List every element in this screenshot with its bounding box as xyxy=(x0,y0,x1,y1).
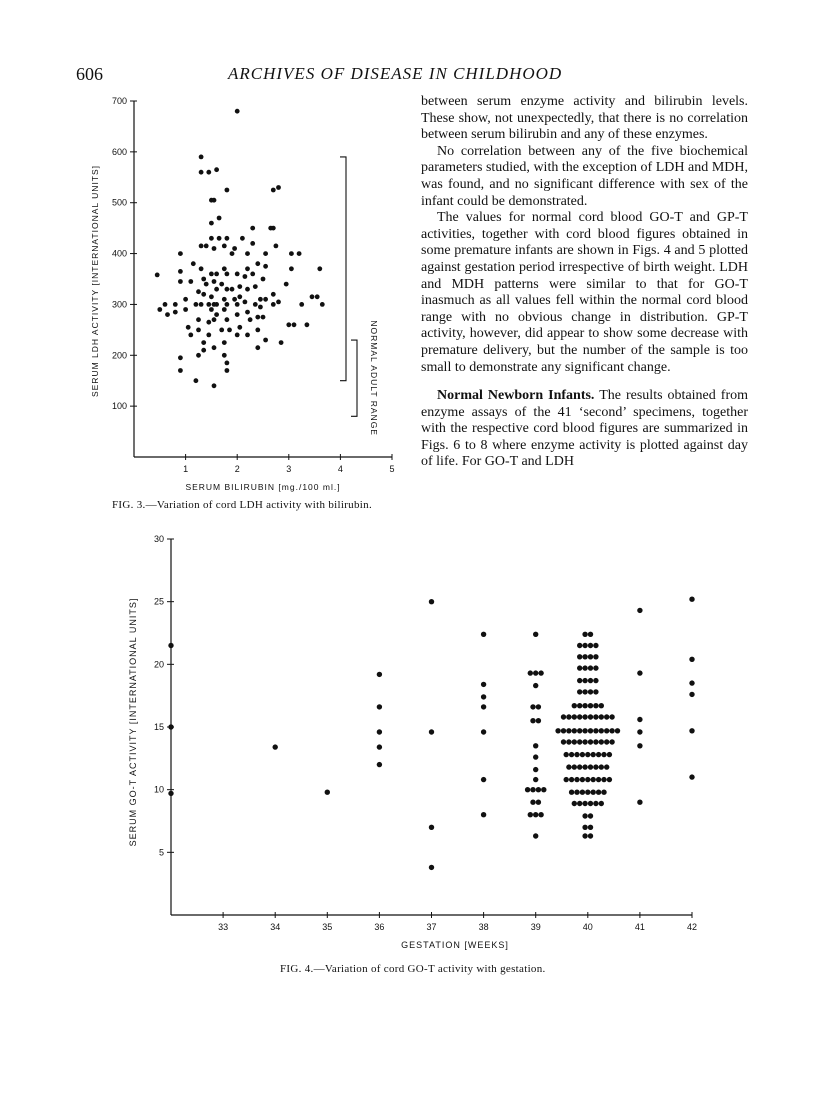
fig4-data-point xyxy=(582,632,587,637)
fig4-y-tick-label: 15 xyxy=(153,722,164,732)
fig4-data-point xyxy=(538,812,543,817)
fig4-data-point xyxy=(168,724,173,729)
fig4-data-point xyxy=(601,777,606,782)
fig4-caption: FIG. 4.—Variation of cord GO-T activity with gestation. xyxy=(280,963,546,975)
fig4-data-point xyxy=(689,774,694,779)
fig4-data-point xyxy=(566,739,571,744)
fig4-data-point xyxy=(599,764,604,769)
fig4-x-tick-label: 34 xyxy=(270,922,281,932)
fig4-data-point xyxy=(572,714,577,719)
fig4-data-point xyxy=(596,752,601,757)
fig4-data-point xyxy=(582,833,587,838)
fig4-data-point xyxy=(574,752,579,757)
fig4-data-point xyxy=(273,744,278,749)
fig4-data-point xyxy=(604,728,609,733)
fig4-data-point xyxy=(481,812,486,817)
fig3-y-tick-label: 200 xyxy=(111,350,127,361)
fig4-data-point xyxy=(609,739,614,744)
fig3-x-tick-label: 5 xyxy=(389,464,395,474)
fig4-data-point xyxy=(572,764,577,769)
fig4-data-point xyxy=(377,762,382,767)
fig4-data-point xyxy=(593,678,598,683)
fig4-x-tick-label: 36 xyxy=(374,922,385,932)
fig3-y-tick-label: 400 xyxy=(111,248,127,259)
fig3-x-tick-label: 4 xyxy=(337,464,343,474)
fig4-data-point xyxy=(481,632,486,637)
fig4-data-point xyxy=(689,692,694,697)
paragraph-text: The results obtained from enzyme assays of the 41 ‘second’ specimens, together with the respective cord blood figures are summarized in Figs. 6 to 8 where enzyme activity is plotted against day of life. For GO-T and LDH xyxy=(421,388,748,470)
fig4-data-point xyxy=(564,752,569,757)
section-heading: Normal Newborn Infants. xyxy=(437,388,595,404)
fig4-y-tick-label: 10 xyxy=(153,784,164,795)
fig4-data-point xyxy=(637,608,642,613)
fig4-x-tick-label: 35 xyxy=(322,922,333,932)
fig3-y-tick-label: 700 xyxy=(111,96,127,106)
fig4-data-point xyxy=(481,694,486,699)
fig3-range-annotation: NORMAL ADULT RANGE xyxy=(369,320,379,436)
fig4-data-point xyxy=(577,665,582,670)
fig4-data-point xyxy=(689,657,694,662)
fig4-x-tick-label: 41 xyxy=(634,922,645,932)
fig4-data-point xyxy=(577,703,582,708)
fig4-data-point xyxy=(588,801,593,806)
fig4-data-point xyxy=(593,739,598,744)
fig4-data-point xyxy=(585,752,590,757)
fig4-data-point xyxy=(588,739,593,744)
fig4-data-point xyxy=(533,777,538,782)
fig4-data-point xyxy=(577,764,582,769)
fig4-data-point xyxy=(582,643,587,648)
fig4-data-point xyxy=(593,643,598,648)
fig4-data-point xyxy=(604,764,609,769)
fig4-data-point xyxy=(588,678,593,683)
fig4-data-point xyxy=(569,752,574,757)
paragraph: between serum enzyme activity and bilirubin levels. These show, not unexpectedly, that there is no correlation between serum bilirubin and any of these enzymes. xyxy=(421,94,748,143)
fig4-data-point xyxy=(588,632,593,637)
fig4-data-point xyxy=(588,714,593,719)
fig4-y-tick-label: 25 xyxy=(153,596,164,607)
fig4-data-point xyxy=(591,777,596,782)
fig3-y-axis-label: SERUM LDH ACTIVITY [INTERNATIONAL UNITS] xyxy=(90,164,100,398)
fig4-data-point xyxy=(591,752,596,757)
fig4-data-point xyxy=(588,689,593,694)
fig3-y-tick-label: 600 xyxy=(111,146,127,157)
fig4-data-point xyxy=(588,665,593,670)
fig4-data-point xyxy=(577,714,582,719)
fig4-data-point xyxy=(582,689,587,694)
fig3-y-tick-label: 500 xyxy=(111,197,127,208)
fig4-data-point xyxy=(604,739,609,744)
fig4-data-point xyxy=(637,729,642,734)
fig4-data-point xyxy=(588,728,593,733)
fig4-data-point xyxy=(533,683,538,688)
fig4-data-point xyxy=(538,670,543,675)
fig4-data-point xyxy=(593,714,598,719)
fig4-data-point xyxy=(377,704,382,709)
fig4-data-point xyxy=(599,728,604,733)
fig4-data-point xyxy=(429,865,434,870)
fig4-data-point xyxy=(429,599,434,604)
fig4-data-point xyxy=(429,729,434,734)
fig4-data-point xyxy=(596,790,601,795)
fig4-x-tick-label: 33 xyxy=(218,922,229,932)
fig4-data-point xyxy=(599,714,604,719)
fig4-data-point xyxy=(593,665,598,670)
fig4-data-point xyxy=(530,800,535,805)
fig4-data-point xyxy=(530,718,535,723)
fig4-data-point xyxy=(569,790,574,795)
fig4-data-point xyxy=(481,729,486,734)
fig4-data-point xyxy=(569,777,574,782)
fig4-data-point xyxy=(533,754,538,759)
fig4-data-point xyxy=(599,739,604,744)
fig4-x-tick-label: 39 xyxy=(530,922,541,932)
fig4-data-point xyxy=(533,812,538,817)
fig4-data-point xyxy=(607,752,612,757)
fig4-data-point xyxy=(604,714,609,719)
fig3-x-tick-label: 3 xyxy=(286,464,292,474)
fig4-data-point xyxy=(588,833,593,838)
fig4-data-point xyxy=(533,743,538,748)
fig4-data-point xyxy=(637,743,642,748)
fig3-y-tick-label: 300 xyxy=(111,299,127,310)
fig3-x-axis-label: SERUM BILIRUBIN [mg./100 ml.] xyxy=(185,482,341,492)
fig4-data-point xyxy=(377,744,382,749)
fig4-data-point xyxy=(577,728,582,733)
fig4-data-point xyxy=(609,728,614,733)
fig4-data-point xyxy=(582,825,587,830)
fig4-data-point xyxy=(541,787,546,792)
fig4-data-point xyxy=(591,790,596,795)
fig4-data-point xyxy=(536,718,541,723)
fig4-data-point xyxy=(577,654,582,659)
fig4-data-point xyxy=(377,729,382,734)
fig4-data-point xyxy=(577,643,582,648)
fig4-data-point xyxy=(593,689,598,694)
fig4-data-point xyxy=(588,703,593,708)
fig4-data-point xyxy=(593,801,598,806)
fig3-x-tick-label: 1 xyxy=(183,464,189,474)
fig4-data-point xyxy=(588,813,593,818)
fig4-data-point xyxy=(528,670,533,675)
fig4-data-point xyxy=(601,752,606,757)
fig4-data-point xyxy=(607,777,612,782)
fig4-data-point xyxy=(593,764,598,769)
fig4-data-point xyxy=(561,728,566,733)
fig4-data-point xyxy=(564,777,569,782)
fig4-data-point xyxy=(689,597,694,602)
fig4-y-tick-label: 20 xyxy=(153,659,164,670)
fig4-data-point xyxy=(533,632,538,637)
fig4-data-point xyxy=(533,767,538,772)
fig4-data-point xyxy=(574,777,579,782)
fig4-data-point xyxy=(577,689,582,694)
fig4-data-point xyxy=(536,704,541,709)
fig4-data-point xyxy=(533,833,538,838)
fig4-x-tick-label: 42 xyxy=(686,922,698,932)
fig4-data-point xyxy=(528,812,533,817)
fig4-data-point xyxy=(525,787,530,792)
fig4-data-point xyxy=(429,825,434,830)
fig4-data-point xyxy=(582,665,587,670)
fig4-data-point xyxy=(585,777,590,782)
fig4-data-point xyxy=(582,728,587,733)
fig4-data-point xyxy=(561,714,566,719)
fig4-data-point xyxy=(530,787,535,792)
fig4-data-point xyxy=(580,752,585,757)
fig4-data-point xyxy=(596,777,601,782)
fig4-data-point xyxy=(582,801,587,806)
fig4-data-point xyxy=(325,790,330,795)
fig4-data-point xyxy=(599,703,604,708)
fig4-data-point xyxy=(574,790,579,795)
fig4-data-point xyxy=(582,703,587,708)
fig4-data-point xyxy=(561,739,566,744)
fig4-data-point xyxy=(566,764,571,769)
fig4-data-point xyxy=(689,728,694,733)
fig4-data-point xyxy=(168,791,173,796)
fig4-data-point xyxy=(481,682,486,687)
fig4-data-point xyxy=(577,678,582,683)
fig4-data-point xyxy=(572,801,577,806)
fig4-data-point xyxy=(533,670,538,675)
fig4-y-axis-label: SERUM GO-T ACTIVITY [INTERNATIONAL UNITS] xyxy=(128,597,138,847)
fig4-x-tick-label: 38 xyxy=(478,922,489,932)
fig4-data-point xyxy=(530,704,535,709)
fig4-data-point xyxy=(637,800,642,805)
fig4-data-point xyxy=(377,672,382,677)
journal-title: ARCHIVES OF DISEASE IN CHILDHOOD xyxy=(228,64,563,83)
fig4-data-point xyxy=(609,714,614,719)
fig4-y-tick-label: 5 xyxy=(158,847,164,858)
fig4-data-point xyxy=(588,825,593,830)
fig4-data-point xyxy=(637,670,642,675)
fig4-data-point xyxy=(582,654,587,659)
fig4-data-point xyxy=(580,777,585,782)
fig4-data-point xyxy=(593,703,598,708)
fig4-y-tick-label: 30 xyxy=(153,534,164,544)
fig4-data-point xyxy=(572,703,577,708)
fig4-data-point xyxy=(593,728,598,733)
fig4-data-point xyxy=(577,801,582,806)
fig3-y-tick-label: 100 xyxy=(111,401,127,412)
fig3-caption: FIG. 3.—Variation of cord LDH activity with bilirubin. xyxy=(112,499,372,511)
fig4-data-point xyxy=(637,717,642,722)
fig4-data-point xyxy=(582,714,587,719)
fig4-data-point xyxy=(555,728,560,733)
fig4-data-point xyxy=(566,728,571,733)
fig4-data-point xyxy=(588,643,593,648)
fig4-data-point xyxy=(572,739,577,744)
fig3-x-tick-label: 2 xyxy=(234,464,240,474)
fig4-data-point xyxy=(582,764,587,769)
page-number: 606 xyxy=(76,64,103,84)
fig4-data-point xyxy=(615,728,620,733)
fig4-data-point xyxy=(536,787,541,792)
fig4-data-point xyxy=(572,728,577,733)
fig4-data-point xyxy=(601,790,606,795)
fig4-data-point xyxy=(481,704,486,709)
fig4-data-point xyxy=(585,790,590,795)
fig4-data-point xyxy=(168,643,173,648)
fig4-data-point xyxy=(582,739,587,744)
fig4-data-point xyxy=(593,654,598,659)
fig4-data-point xyxy=(582,678,587,683)
fig4-data-point xyxy=(689,680,694,685)
fig4-data-point xyxy=(582,813,587,818)
fig4-data-point xyxy=(588,654,593,659)
fig4-data-point xyxy=(536,800,541,805)
fig4-data-point xyxy=(599,801,604,806)
fig4-data-point xyxy=(577,739,582,744)
fig4-data-point xyxy=(580,790,585,795)
fig4-data-point xyxy=(566,714,571,719)
fig4-data-point xyxy=(481,777,486,782)
fig4-data-point xyxy=(588,764,593,769)
fig4-x-tick-label: 40 xyxy=(582,922,593,932)
fig4-x-axis-label: GESTATION [WEEKS] xyxy=(401,940,509,950)
paragraph: No correlation between any of the five biochemical parameters studied, with the exception of LDH and MDH, was found, and no significant difference with sex of the infant could be demonstrated. xyxy=(421,143,748,209)
paragraph: The values for normal cord blood GO-T and GP-T activities, together with cord blood figures obtained in some premature infants are shown in Figs. 4 and 5 plotted against gestation period irrespective of birth weight. LDH and MDH patterns were similar to that for GO-T inasmuch as all values fell within the normal cord blood range with no obvious change in distribution. GP-T activity, however, did appear to show some decrease with premature delivery, but the number of the sample is too small to demonstrate any significant change. xyxy=(421,210,748,375)
fig4-x-tick-label: 37 xyxy=(426,922,437,932)
